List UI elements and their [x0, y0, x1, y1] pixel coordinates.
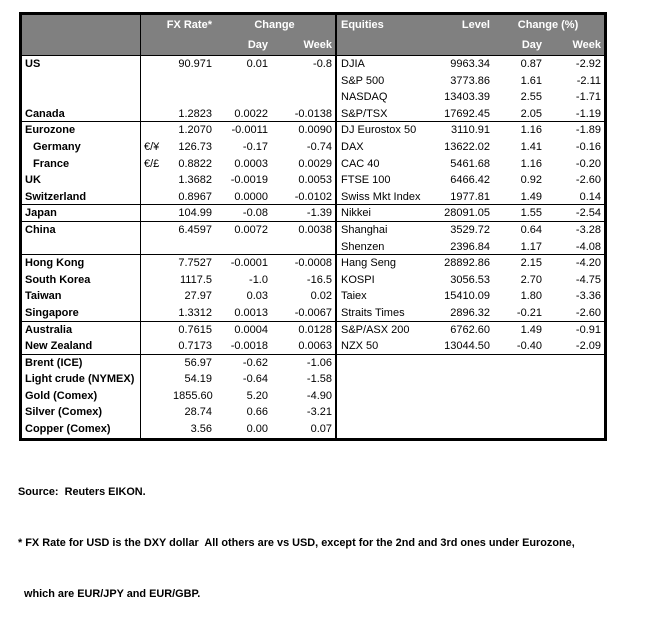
equity-level: 3056.53 — [450, 273, 490, 286]
fx-day-change: -0.62 — [242, 356, 268, 369]
table-row — [22, 371, 604, 388]
equity-day-change: 2.05 — [520, 107, 542, 120]
fx-week-change: -0.8 — [313, 58, 332, 70]
fx-rate-value: 27.97 — [184, 290, 212, 303]
equity-level: 5461.68 — [450, 157, 490, 170]
row-label: Japan — [22, 205, 141, 221]
source-note: Source: Reuters EIKON. — [18, 486, 146, 498]
equity-name: Shenzen — [341, 240, 385, 253]
fx-week-change: -0.74 — [306, 140, 332, 153]
table-row — [22, 106, 604, 123]
currency-pair — [141, 172, 173, 189]
fx-day-change: 0.66 — [246, 406, 268, 419]
fx-rate-value: 3.56 — [190, 423, 212, 436]
equities-week-subheader: Week — [572, 39, 601, 51]
table-body — [22, 56, 604, 438]
equity-day-change: 1.80 — [520, 290, 542, 303]
currency-pair — [141, 122, 173, 139]
fx-day-subheader: Day — [247, 39, 268, 51]
fx-day-change: -0.0001 — [230, 257, 268, 270]
equity-day-change: 1.49 — [520, 323, 542, 336]
fx-week-change: -3.21 — [306, 406, 332, 419]
equity-day-change — [492, 404, 544, 421]
currency-pair — [141, 222, 173, 239]
table-row — [22, 255, 604, 272]
table-row — [22, 388, 604, 405]
table-row — [22, 404, 604, 421]
equity-day-change: 0.87 — [520, 58, 542, 70]
equity-name — [337, 404, 429, 421]
equity-name: NZX 50 — [341, 340, 379, 353]
fx-rate-value: 0.7173 — [178, 340, 212, 353]
currency-pair — [141, 272, 173, 289]
fx-rate-value: 1.3312 — [178, 306, 212, 319]
fx-rate-value: 54.19 — [184, 373, 212, 386]
equity-day-change — [492, 388, 544, 405]
equity-week-change: -2.60 — [575, 174, 601, 187]
fx-week-change: -16.5 — [306, 273, 332, 286]
row-label: Light crude (NYMEX) — [22, 371, 141, 388]
header-row-1 — [22, 15, 604, 35]
table-row — [22, 189, 604, 206]
equity-level — [429, 388, 492, 405]
equity-week-change — [544, 404, 604, 421]
footnote-line2: which are EUR/JPY and EUR/GBP. — [24, 588, 201, 600]
equity-level: 15410.09 — [444, 290, 490, 303]
row-label: Canada — [22, 106, 141, 122]
equity-day-change — [492, 421, 544, 438]
equity-name: Nikkei — [341, 207, 371, 220]
fx-rate-value: 104.99 — [178, 207, 212, 220]
fx-week-change — [270, 239, 335, 255]
equity-level: 17692.45 — [444, 107, 490, 120]
header-spacer — [141, 35, 214, 55]
equity-name: CAC 40 — [341, 157, 380, 170]
equity-name: Taiex — [341, 290, 367, 303]
equity-level: 28091.05 — [444, 207, 490, 220]
row-label: Germany — [22, 139, 141, 156]
equity-level: 3110.91 — [451, 124, 490, 137]
table-row — [22, 421, 604, 438]
fx-day-change: -0.0019 — [230, 174, 268, 187]
table-row — [22, 355, 604, 372]
row-label — [22, 239, 141, 255]
equity-day-change: 2.15 — [520, 257, 542, 270]
equity-week-change: 0.14 — [579, 190, 601, 203]
fx-day-change: 0.01 — [246, 58, 268, 70]
fx-rate-value: 1.2070 — [178, 124, 212, 137]
table-header — [22, 15, 604, 56]
fx-week-subheader: Week — [303, 39, 332, 51]
currency-pair — [141, 288, 173, 305]
fx-week-change: 0.0029 — [298, 157, 332, 170]
currency-pair — [141, 421, 173, 438]
equity-level — [429, 371, 492, 388]
fx-day-change: -0.08 — [242, 207, 268, 220]
row-label: France — [22, 156, 141, 173]
row-label: Australia — [22, 322, 141, 339]
fx-week-change: -1.06 — [306, 356, 332, 369]
fx-week-change: -0.0102 — [294, 190, 332, 203]
currency-pair — [141, 371, 173, 388]
fx-week-change: -1.58 — [306, 373, 332, 386]
table-row — [22, 272, 604, 289]
table-row — [22, 305, 604, 322]
equities-change-pct-header: Change (%) — [517, 19, 579, 31]
fx-week-change: -0.0008 — [294, 257, 332, 270]
equity-day-change: -0.40 — [516, 340, 542, 353]
fx-rate-value: 0.8967 — [178, 190, 212, 203]
equity-week-change: -4.08 — [575, 240, 601, 253]
equity-name — [337, 355, 429, 372]
fx-day-change: -0.64 — [242, 373, 268, 386]
row-label: Brent (ICE) — [22, 355, 141, 372]
equity-week-change — [544, 355, 604, 372]
fx-week-change: 0.0053 — [298, 174, 332, 187]
fx-week-change — [270, 73, 335, 90]
currency-pair — [141, 189, 173, 205]
fx-rate-value: 1.2823 — [178, 107, 212, 120]
equity-name: DJ Eurostox 50 — [341, 124, 417, 137]
fx-week-change: -4.90 — [306, 389, 332, 402]
fx-rate-value: 7.7527 — [178, 257, 212, 270]
equity-week-change: -0.20 — [575, 157, 601, 170]
equity-week-change: -0.16 — [575, 140, 601, 153]
header-corner-cell — [22, 15, 141, 35]
level-column-header: Level — [461, 19, 490, 31]
row-label: Gold (Comex) — [22, 388, 141, 405]
equity-week-change: -3.36 — [575, 290, 601, 303]
fx-day-change — [214, 239, 270, 255]
table-row — [22, 156, 604, 173]
equity-level: 13044.50 — [444, 340, 490, 353]
equity-day-change: 0.64 — [520, 223, 542, 236]
fx-rate-value — [173, 89, 214, 106]
table-row — [22, 139, 604, 156]
table-row — [22, 222, 604, 239]
equity-level: 13403.39 — [444, 91, 490, 104]
fx-week-change: 0.0128 — [298, 323, 332, 336]
equity-week-change — [544, 371, 604, 388]
equity-level: 9963.34 — [450, 58, 490, 70]
table-row — [22, 73, 604, 90]
equity-week-change: -1.19 — [575, 107, 601, 120]
equity-day-change: -0.21 — [516, 306, 542, 319]
fx-week-change: 0.0063 — [298, 340, 332, 353]
fx-day-change: 0.03 — [246, 290, 268, 303]
fx-week-change: -1.39 — [306, 207, 332, 220]
equity-week-change: -2.09 — [575, 340, 601, 353]
equity-week-change: -3.28 — [575, 223, 601, 236]
fx-day-change: -0.0011 — [231, 124, 268, 137]
fx-change-column-header: Change — [254, 19, 295, 31]
equity-week-change — [544, 388, 604, 405]
fx-day-change: 0.0022 — [234, 107, 268, 120]
equity-name: S&P 500 — [341, 74, 385, 87]
fx-rate-value — [173, 73, 214, 90]
table-row — [22, 122, 604, 139]
row-label: Copper (Comex) — [22, 421, 141, 438]
currency-pair — [141, 404, 173, 421]
currency-pair — [141, 305, 173, 321]
row-label: Hong Kong — [22, 255, 141, 272]
fx-week-change: -0.0138 — [294, 107, 332, 120]
fx-rate-value: 0.7615 — [178, 323, 212, 336]
fx-day-change: 0.0072 — [234, 223, 268, 236]
fx-day-change: 5.20 — [246, 389, 268, 402]
equity-name: KOSPI — [341, 273, 375, 286]
equity-week-change: -2.54 — [575, 207, 601, 220]
currency-pair — [141, 338, 173, 354]
fx-day-change — [214, 73, 270, 90]
equity-level: 13622.02 — [444, 140, 490, 153]
currency-pair — [141, 239, 173, 255]
equity-day-change: 0.92 — [520, 174, 542, 187]
equity-name — [337, 388, 429, 405]
fx-day-change: -0.17 — [242, 140, 268, 153]
header-corner-cell — [22, 35, 141, 55]
currency-pair: €/£ — [144, 157, 160, 170]
equity-day-change: 1.61 — [520, 74, 542, 87]
equity-day-change: 1.55 — [520, 207, 542, 220]
header-row-2 — [22, 35, 604, 55]
equities-column-header: Equities — [341, 19, 384, 31]
equity-day-change: 1.16 — [520, 124, 542, 137]
equity-day-change: 2.70 — [520, 273, 542, 286]
fx-day-change: 0.00 — [246, 423, 268, 436]
row-label: New Zealand — [22, 338, 141, 354]
equity-level: 3773.86 — [450, 74, 490, 87]
row-label: Eurozone — [22, 122, 141, 139]
equity-name: Shanghai — [341, 223, 388, 236]
fx-rate-value: 28.74 — [184, 406, 212, 419]
fx-day-change: 0.0013 — [234, 306, 268, 319]
currency-pair — [141, 73, 173, 90]
currency-pair — [141, 388, 173, 405]
currency-pair — [141, 56, 173, 73]
fx-equities-table — [19, 12, 607, 441]
equity-week-change: -1.71 — [575, 91, 601, 104]
fx-rate-value: 1.3682 — [178, 174, 212, 187]
fx-day-change: 0.0000 — [234, 190, 268, 203]
row-label: Silver (Comex) — [22, 404, 141, 421]
table-row — [22, 322, 604, 339]
equity-name: FTSE 100 — [341, 174, 391, 187]
equity-level: 2396.84 — [450, 240, 490, 253]
equity-week-change: -2.60 — [575, 306, 601, 319]
row-label: Singapore — [22, 305, 141, 321]
equity-week-change: -4.20 — [575, 257, 601, 270]
equity-level — [429, 355, 492, 372]
equity-level: 28892.86 — [444, 257, 490, 270]
fx-week-change: -0.0067 — [294, 306, 332, 319]
fx-week-change: 0.07 — [310, 423, 332, 436]
fx-rate-value: 56.97 — [184, 356, 212, 369]
equity-level: 6466.42 — [450, 174, 490, 187]
fx-day-change: -1.0 — [249, 273, 268, 286]
equity-day-change: 1.16 — [520, 157, 542, 170]
equity-day-change: 1.49 — [520, 190, 542, 203]
table-row — [22, 338, 604, 355]
fx-week-change: 0.0038 — [298, 223, 332, 236]
equity-week-change — [544, 421, 604, 438]
fx-week-change: 0.0090 — [298, 124, 332, 137]
table-row — [22, 89, 604, 106]
fx-day-change: 0.0003 — [234, 157, 268, 170]
equity-name — [337, 421, 429, 438]
equity-level — [429, 421, 492, 438]
equity-week-change: -2.11 — [576, 74, 601, 87]
row-label: Taiwan — [22, 288, 141, 305]
fx-rate-value: 0.8822 — [178, 157, 212, 170]
equity-name: NASDAQ — [341, 91, 388, 104]
equities-day-subheader: Day — [521, 39, 542, 51]
fx-rate-value: 90.971 — [178, 58, 212, 70]
equity-week-change: -4.75 — [575, 273, 601, 286]
equity-week-change: -0.91 — [575, 323, 601, 336]
equity-name: DJIA — [341, 58, 365, 70]
currency-pair — [141, 89, 173, 106]
row-label: Switzerland — [22, 189, 141, 205]
header-spacer — [337, 35, 429, 55]
fx-rate-value: 6.4597 — [178, 223, 212, 236]
equity-name: S&P/ASX 200 — [341, 323, 410, 336]
currency-pair — [141, 255, 173, 272]
table-row — [22, 239, 604, 256]
equity-day-change: 2.55 — [520, 91, 542, 104]
row-label: US — [22, 56, 141, 73]
table-row — [22, 56, 604, 73]
fx-rate-value — [173, 239, 214, 255]
equity-name — [337, 371, 429, 388]
table-row — [22, 288, 604, 305]
equity-day-change: 1.41 — [520, 140, 542, 153]
equity-name: Swiss Mkt Index — [341, 190, 421, 203]
equity-name: Straits Times — [341, 306, 405, 319]
table-footer — [18, 450, 575, 620]
equity-level — [429, 404, 492, 421]
equity-level: 1977.81 — [450, 190, 490, 203]
equity-name: DAX — [341, 140, 364, 153]
fx-day-change — [214, 89, 270, 106]
equity-day-change: 1.17 — [520, 240, 542, 253]
currency-pair — [141, 205, 173, 221]
equity-level: 6762.60 — [450, 323, 490, 336]
row-label: South Korea — [22, 272, 141, 289]
equity-week-change: -1.89 — [575, 124, 601, 137]
currency-pair — [141, 322, 173, 339]
fx-rate-value: 1117.5 — [179, 273, 212, 286]
equity-week-change: -2.92 — [575, 58, 601, 70]
row-label — [22, 73, 141, 90]
equity-day-change — [492, 355, 544, 372]
row-label: UK — [22, 172, 141, 189]
currency-pair — [141, 106, 173, 122]
fx-week-change — [270, 89, 335, 106]
fx-day-change: -0.0018 — [230, 340, 268, 353]
table-row — [22, 172, 604, 189]
row-label — [22, 89, 141, 106]
equity-name: Hang Seng — [341, 257, 397, 270]
footnote-line1: * FX Rate for USD is the DXY dollar All others are vs USD, except for the 2nd and 3rd ones under Eurozone, — [18, 537, 575, 549]
equity-name: S&P/TSX — [341, 107, 388, 120]
header-spacer — [429, 35, 492, 55]
fx-day-change: 0.0004 — [234, 323, 268, 336]
equity-day-change — [492, 371, 544, 388]
currency-pair — [141, 355, 173, 372]
table-row — [22, 205, 604, 222]
equity-level: 3529.72 — [450, 223, 490, 236]
row-label: China — [22, 222, 141, 239]
fx-week-change: 0.02 — [310, 290, 332, 303]
fx-rate-column-header: FX Rate* — [166, 19, 212, 31]
equity-level: 2896.32 — [450, 306, 490, 319]
currency-pair: €/¥ — [144, 140, 160, 153]
fx-rate-value: 1855.60 — [173, 389, 213, 402]
fx-rate-value: 126.73 — [178, 140, 212, 153]
